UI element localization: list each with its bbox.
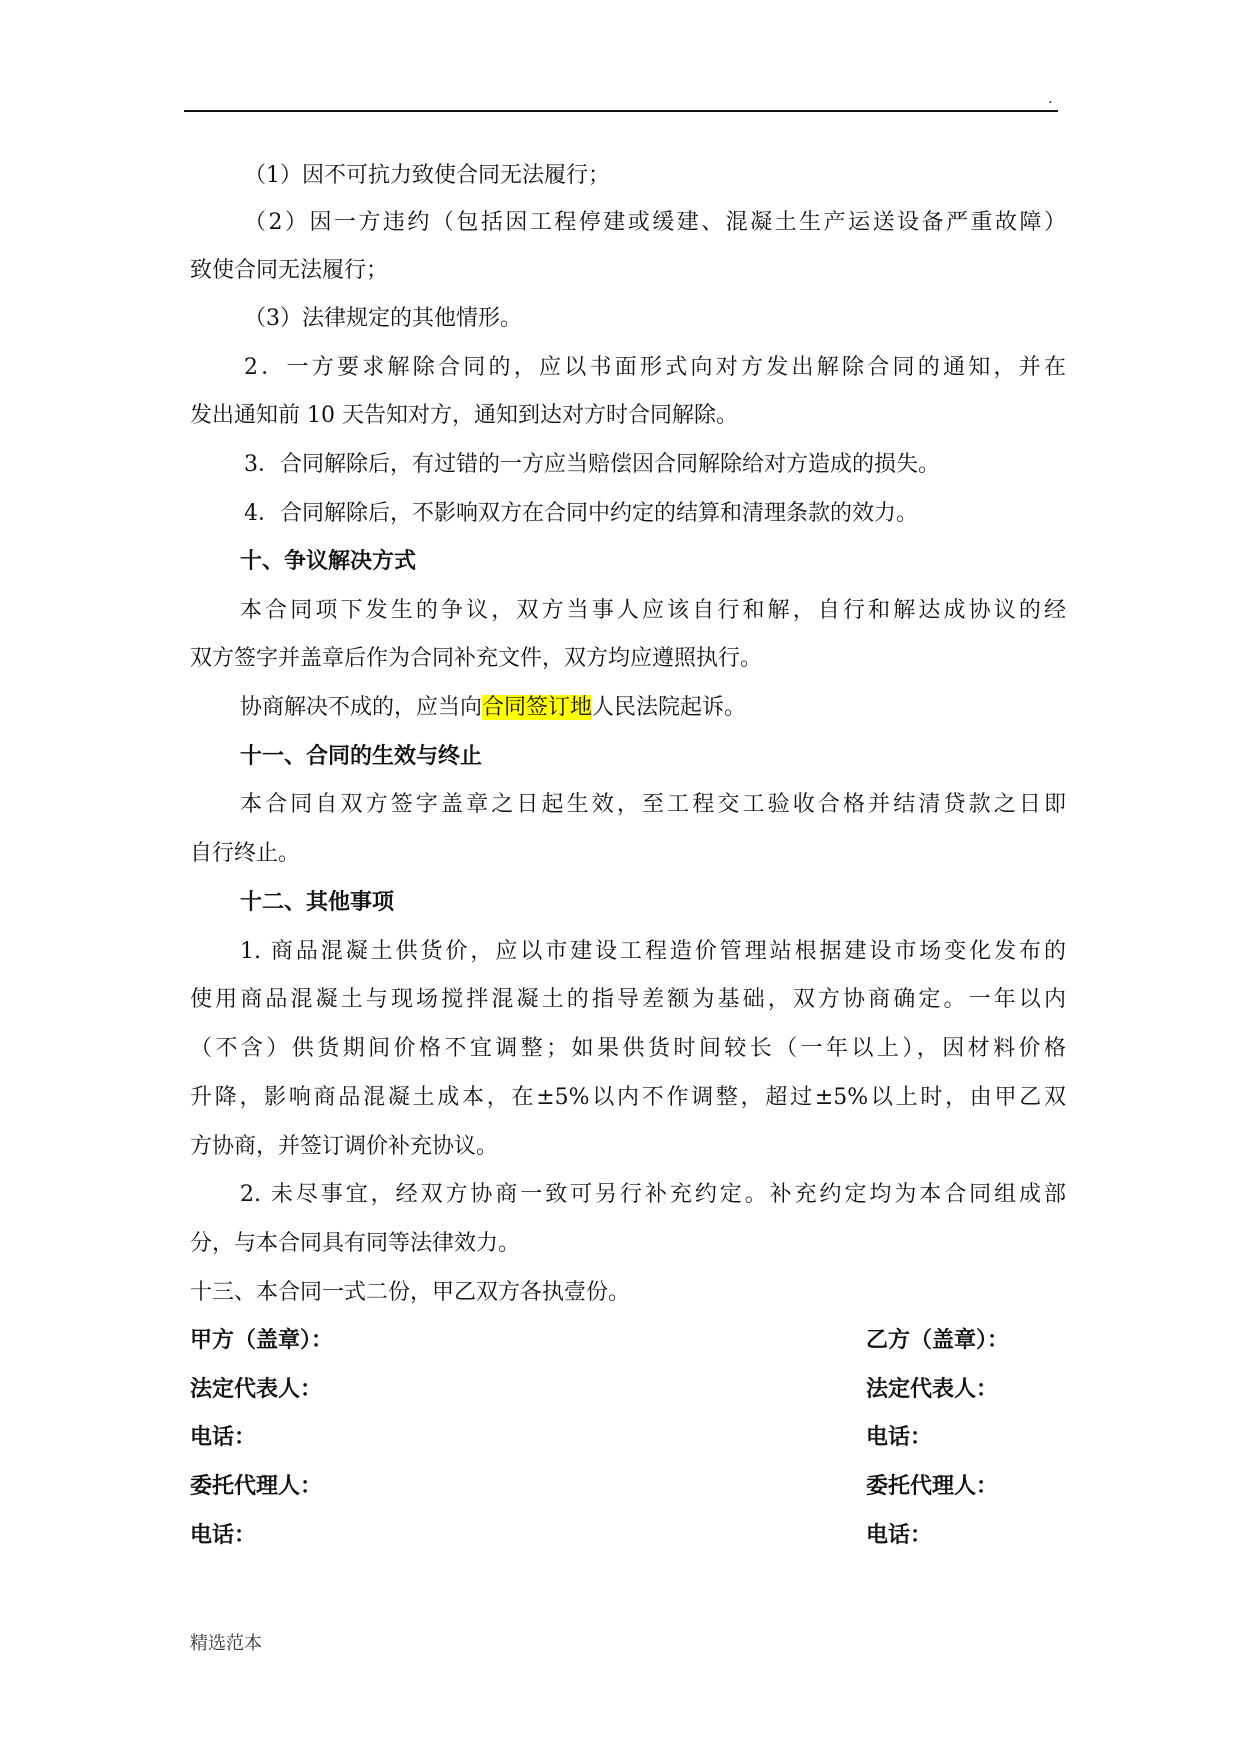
clause9-para4: 4．合同解除后，不影响双方在合同中约定的结算和清理条款的效力。 bbox=[244, 501, 918, 526]
highlighted-court-location: 合同签订地 bbox=[482, 695, 593, 720]
clause12-para1-line1: 1. 商品混凝土供货价，应以市建设工程造价管理站根据建设市场变化发布的 bbox=[240, 939, 1066, 964]
party-b-phone: 电话： bbox=[866, 1425, 933, 1450]
clause9-item3: （3）法律规定的其他情形。 bbox=[244, 306, 522, 331]
clause9-para3: 3．合同解除后，有过错的一方应当赔偿因合同解除给对方造成的损失。 bbox=[244, 452, 940, 477]
party-a-agent: 委托代理人： bbox=[190, 1474, 323, 1499]
header-rule bbox=[184, 110, 1058, 112]
clause9-item2-line1: （2）因一方违约（包括因工程停建或缓建、混凝土生产运送设备严重故障） bbox=[244, 210, 1066, 235]
clause12-para1-line4: 升降，影响商品混凝土成本，在±5%以内不作调整，超过±5%以上时，由甲乙双 bbox=[190, 1085, 1066, 1110]
clause10-para1-line2: 双方签字并盖章后作为合同补充文件，双方均应遵照执行。 bbox=[190, 646, 763, 671]
clause9-item2-line2: 致使合同无法履行； bbox=[190, 258, 389, 283]
clause9-para2-line2: 发出通知前 10 天告知对方，通知到达对方时合同解除。 bbox=[190, 403, 738, 428]
party-b-legal-rep: 法定代表人： bbox=[866, 1377, 999, 1402]
clause12-para2-line1: 2. 未尽事宜，经双方协商一致可另行补充约定。补充约定均为本合同组成部 bbox=[240, 1182, 1066, 1207]
party-a-legal-rep: 法定代表人： bbox=[190, 1377, 323, 1402]
clause12-para2-line2: 分，与本合同具有同等法律效力。 bbox=[190, 1231, 521, 1256]
clause12-para1-line2: 使用商品混凝土与现场搅拌混凝土的指导差额为基础，双方协商确定。一年以内 bbox=[190, 987, 1066, 1012]
clause12-para1-line5: 方协商，并签订调价补充协议。 bbox=[190, 1134, 499, 1159]
clause10-heading: 十、争议解决方式 bbox=[240, 549, 417, 574]
clause10-para2-post: 人民法院起诉。 bbox=[592, 695, 747, 720]
party-a-seal: 甲方（盖章）： bbox=[190, 1328, 334, 1353]
clause10-para2 bbox=[240, 693, 746, 723]
clause10-para1-line1: 本合同项下发生的争议，双方当事人应该自行和解，自行和解达成协议的经 bbox=[240, 598, 1066, 623]
party-b-agent-phone: 电话： bbox=[866, 1523, 933, 1548]
header-mark: . bbox=[1048, 91, 1053, 107]
clause9-para2-line1: 2．一方要求解除合同的，应以书面形式向对方发出解除合同的通知，并在 bbox=[244, 355, 1066, 380]
clause10-para2-pre: 协商解决不成的，应当向 bbox=[240, 695, 483, 720]
footer-label: 精选范本 bbox=[190, 1633, 262, 1654]
clause11-heading: 十一、合同的生效与终止 bbox=[240, 744, 483, 769]
clause11-para1-line2: 自行终止。 bbox=[190, 841, 301, 866]
clause11-para1-line1: 本合同自双方签字盖章之日起生效，至工程交工验收合格并结清贷款之日即 bbox=[240, 792, 1066, 817]
party-a-agent-phone: 电话： bbox=[190, 1523, 257, 1548]
clause9-item1: （1）因不可抗力致使合同无法履行； bbox=[244, 163, 610, 188]
clause12-para1-line3: （不含）供货期间价格不宜调整；如果供货时间较长（一年以上），因材料价格 bbox=[190, 1036, 1066, 1061]
clause12-heading: 十二、其他事项 bbox=[240, 890, 395, 915]
clause13-text: 十三、本合同一式二份，甲乙双方各执壹份。 bbox=[190, 1280, 631, 1305]
party-b-seal: 乙方（盖章）： bbox=[866, 1328, 1010, 1353]
party-a-phone: 电话： bbox=[190, 1425, 257, 1450]
party-b-agent: 委托代理人： bbox=[866, 1474, 999, 1499]
